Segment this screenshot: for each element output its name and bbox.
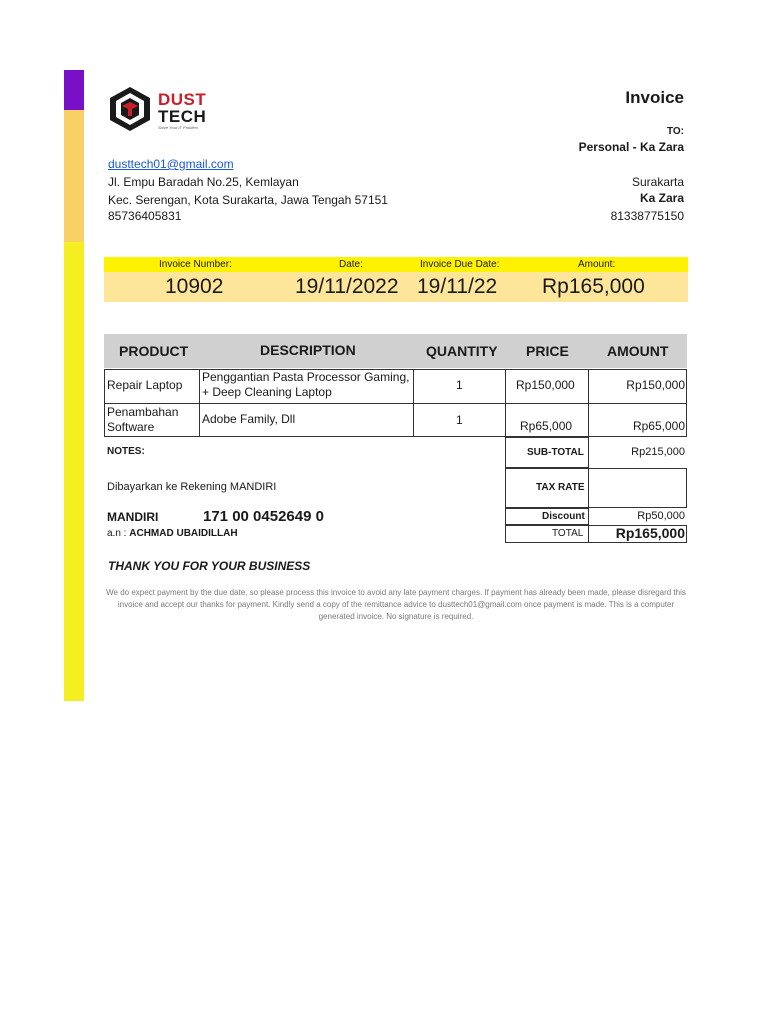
discount-value: Rp50,000	[637, 510, 685, 522]
total-divider	[588, 525, 589, 543]
row2-description: Adobe Family, Dll	[202, 412, 296, 426]
row1-description: Penggantian Pasta Processor Gaming, + Deep Cleaning Laptop	[202, 370, 410, 399]
row2-price: Rp65,000	[520, 419, 573, 433]
bank-name: MANDIRI	[107, 510, 159, 524]
date-value: 19/11/2022	[295, 275, 399, 298]
side-strip-orange	[64, 110, 84, 242]
account-holder-prefix: a.n :	[107, 528, 127, 539]
tax-value-cell	[588, 468, 687, 508]
row1-product: Repair Laptop	[107, 378, 183, 392]
payment-note: Dibayarkan ke Rekening MANDIRI	[107, 481, 277, 493]
logo-text-tech: TECH	[158, 107, 207, 126]
to-label: TO:	[666, 126, 684, 137]
subtotal-value: Rp215,000	[631, 446, 685, 458]
recipient-contact: Ka Zara	[639, 191, 684, 205]
company-phone: 85736405831	[108, 209, 182, 223]
company-address-line2: Kec. Serengan, Kota Surakarta, Jawa Tengah 57151	[108, 193, 388, 207]
th-quantity: QUANTITY	[426, 343, 498, 359]
due-date-value: 19/11/22	[417, 275, 498, 298]
date-label: Date:	[339, 259, 363, 270]
row2-quantity: 1	[456, 413, 463, 427]
amount-value: Rp165,000	[542, 275, 645, 298]
invoice-number-value: 10902	[165, 275, 224, 298]
account-number: 171 00 0452649 0	[203, 508, 324, 525]
side-strip-purple	[64, 70, 84, 110]
account-holder-name: ACHMAD UBAIDILLAH	[129, 528, 238, 539]
subtotal-label: SUB-TOTAL	[527, 447, 584, 458]
dusttech-logo-icon	[108, 86, 152, 132]
account-holder	[107, 528, 238, 539]
th-product: PRODUCT	[119, 343, 189, 359]
th-amount: AMOUNT	[607, 343, 669, 359]
row1-price: Rp150,000	[516, 378, 575, 392]
invoice-number-label: Invoice Number:	[159, 259, 232, 270]
tax-rate-label: TAX RATE	[536, 482, 585, 493]
recipient-phone: 81338775150	[610, 209, 684, 223]
th-description: DESCRIPTION	[260, 342, 356, 358]
fine-print: We do expect payment by the due date, so please process this invoice to avoid any late payment charges. If payment has already been made, please disregard this invoice and accept our thanks for payment. Kindly send a copy of the remittance advice to dusttech01@gmail.com once payment is made. This is a computer generated invoice. No signature is required.	[106, 588, 686, 621]
row2-product: Penambahan Software	[107, 405, 179, 434]
company-address-line1: Jl. Empu Baradah No.25, Kemlayan	[108, 175, 299, 189]
row1-quantity: 1	[456, 378, 463, 392]
discount-label: Discount	[542, 511, 585, 522]
logo-text-dust: DUST	[158, 90, 207, 109]
document-title: Invoice	[625, 88, 684, 107]
row1-amount: Rp150,000	[626, 378, 685, 392]
thank-you-message: THANK YOU FOR YOUR BUSINESS	[108, 559, 311, 573]
logo-tagline: Solve Your IT Problem	[158, 125, 198, 130]
th-price: PRICE	[526, 343, 569, 359]
table-header	[104, 334, 687, 368]
due-date-label: Invoice Due Date:	[420, 259, 500, 270]
side-strip-yellow	[64, 242, 84, 701]
amount-label: Amount:	[578, 259, 616, 270]
total-label: TOTAL	[552, 528, 584, 539]
total-value: Rp165,000	[615, 525, 685, 541]
table-row-divider	[104, 403, 687, 404]
recipient-name: Personal - Ka Zara	[578, 140, 684, 154]
row2-amount: Rp65,000	[632, 419, 685, 433]
company-email-link[interactable]: dusttech01@gmail.com	[108, 157, 234, 171]
recipient-city: Surakarta	[631, 175, 684, 189]
notes-label: NOTES:	[107, 446, 145, 457]
